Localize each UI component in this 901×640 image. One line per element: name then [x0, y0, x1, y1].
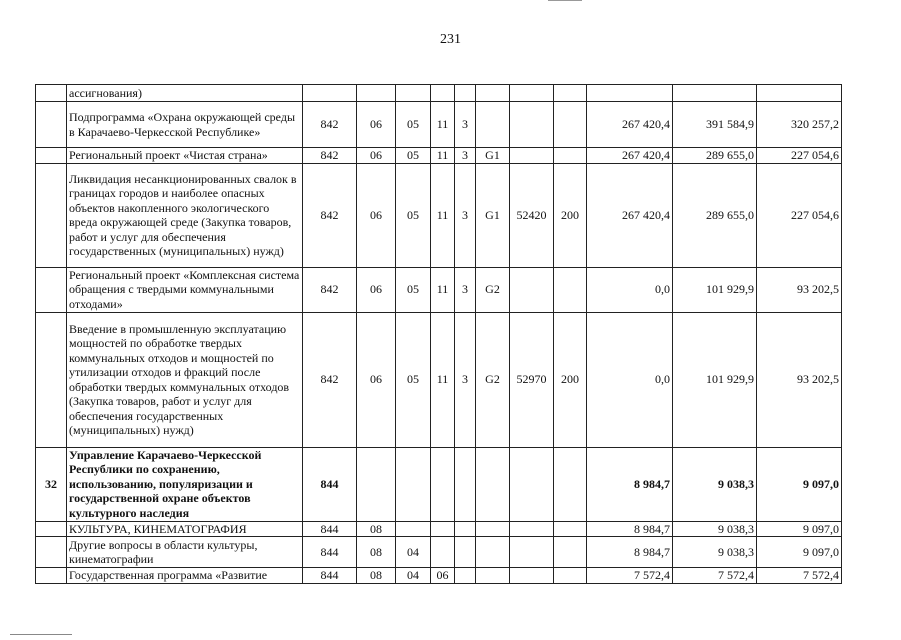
cell-rz: 08	[357, 537, 396, 568]
cell-c4: 52420	[510, 163, 554, 267]
cell-c4	[510, 102, 554, 148]
cell-c2	[455, 521, 476, 537]
cell-v3: 9 097,0	[757, 521, 842, 537]
cell-gr: 844	[303, 521, 357, 537]
cell-no	[36, 312, 67, 447]
cell-c1: 11	[431, 148, 455, 164]
cell-no: 32	[36, 447, 67, 521]
cell-c4	[510, 568, 554, 584]
cell-v3: 93 202,5	[757, 312, 842, 447]
cell-c3: G2	[476, 267, 510, 312]
scan-artifact-line-bottom	[10, 634, 72, 635]
cell-gr	[303, 85, 357, 102]
cell-no	[36, 148, 67, 164]
cell-c4	[510, 85, 554, 102]
cell-pr	[396, 85, 431, 102]
cell-c4	[510, 537, 554, 568]
cell-v2: 101 929,9	[673, 267, 757, 312]
cell-no	[36, 85, 67, 102]
cell-pr	[396, 521, 431, 537]
cell-name: ассигнования)	[67, 85, 303, 102]
cell-v3: 227 054,6	[757, 163, 842, 267]
cell-v1: 7 572,4	[587, 568, 673, 584]
cell-name: Региональный проект «Комплексная система обращения с твердыми коммунальными отходами»	[67, 267, 303, 312]
cell-c3	[476, 537, 510, 568]
cell-c1: 11	[431, 312, 455, 447]
cell-v3: 9 097,0	[757, 447, 842, 521]
cell-c2	[455, 568, 476, 584]
cell-c3: G1	[476, 148, 510, 164]
cell-v2: 101 929,9	[673, 312, 757, 447]
cell-c3	[476, 568, 510, 584]
cell-v1: 267 420,4	[587, 148, 673, 164]
cell-v2: 289 655,0	[673, 148, 757, 164]
cell-v3: 9 097,0	[757, 537, 842, 568]
cell-c4	[510, 521, 554, 537]
table-row	[36, 102, 842, 148]
table-row	[36, 85, 842, 102]
cell-v3: 320 257,2	[757, 102, 842, 148]
cell-vr	[554, 537, 587, 568]
cell-v1: 0,0	[587, 267, 673, 312]
cell-c1: 11	[431, 267, 455, 312]
cell-v1: 267 420,4	[587, 102, 673, 148]
cell-c2	[455, 537, 476, 568]
cell-gr: 842	[303, 267, 357, 312]
cell-gr: 844	[303, 568, 357, 584]
cell-c2: 3	[455, 163, 476, 267]
cell-pr: 05	[396, 102, 431, 148]
cell-pr: 05	[396, 163, 431, 267]
cell-pr: 04	[396, 568, 431, 584]
cell-vr	[554, 267, 587, 312]
cell-v3: 227 054,6	[757, 148, 842, 164]
cell-gr: 842	[303, 148, 357, 164]
scan-artifact-line	[548, 0, 582, 1]
cell-no	[36, 163, 67, 267]
cell-v2: 391 584,9	[673, 102, 757, 148]
cell-pr: 05	[396, 148, 431, 164]
cell-vr	[554, 85, 587, 102]
cell-gr: 842	[303, 163, 357, 267]
cell-c2: 3	[455, 148, 476, 164]
cell-c1: 06	[431, 568, 455, 584]
cell-gr: 844	[303, 447, 357, 521]
cell-c3	[476, 102, 510, 148]
cell-name: Государственная программа «Развитие	[67, 568, 303, 584]
cell-rz	[357, 447, 396, 521]
table-row	[36, 312, 842, 447]
cell-v3: 7 572,4	[757, 568, 842, 584]
cell-c4: 52970	[510, 312, 554, 447]
cell-rz: 08	[357, 521, 396, 537]
table-row	[36, 267, 842, 312]
cell-c4	[510, 148, 554, 164]
cell-c3	[476, 447, 510, 521]
cell-vr	[554, 447, 587, 521]
cell-vr	[554, 521, 587, 537]
cell-no	[36, 102, 67, 148]
cell-pr: 05	[396, 267, 431, 312]
cell-pr: 04	[396, 537, 431, 568]
cell-no	[36, 537, 67, 568]
cell-name: Управление Карачаево-Черкесской Республики по сохранению, использованию, популяризации и государственной охране объектов культурного наследия	[67, 447, 303, 521]
cell-pr: 05	[396, 312, 431, 447]
cell-v2: 7 572,4	[673, 568, 757, 584]
cell-c2	[455, 85, 476, 102]
cell-c1	[431, 537, 455, 568]
cell-name: Региональный проект «Чистая страна»	[67, 148, 303, 164]
cell-rz: 08	[357, 568, 396, 584]
cell-name: Введение в промышленную эксплуатацию мощностей по обработке твердых коммунальных отходов и мощностей по утилизации отходов и фракций после обработки твердых коммунальных отходов (Закупка товаров, работ и услуг для обеспечения государственных (муниципальных) нужд)	[67, 312, 303, 447]
cell-v2: 289 655,0	[673, 163, 757, 267]
cell-pr	[396, 447, 431, 521]
cell-rz: 06	[357, 267, 396, 312]
cell-c3	[476, 521, 510, 537]
cell-v1: 8 984,7	[587, 447, 673, 521]
cell-gr: 842	[303, 102, 357, 148]
cell-c1: 11	[431, 102, 455, 148]
cell-vr: 200	[554, 163, 587, 267]
table-row	[36, 148, 842, 164]
cell-gr: 842	[303, 312, 357, 447]
cell-c1	[431, 85, 455, 102]
cell-no	[36, 521, 67, 537]
cell-c2: 3	[455, 312, 476, 447]
cell-c1	[431, 521, 455, 537]
cell-vr	[554, 102, 587, 148]
table-row	[36, 521, 842, 537]
cell-v1: 8 984,7	[587, 537, 673, 568]
cell-no	[36, 267, 67, 312]
cell-c1: 11	[431, 163, 455, 267]
cell-v2: 9 038,3	[673, 521, 757, 537]
cell-rz: 06	[357, 102, 396, 148]
cell-v3: 93 202,5	[757, 267, 842, 312]
table-row	[36, 568, 842, 584]
cell-c1	[431, 447, 455, 521]
cell-c3: G1	[476, 163, 510, 267]
cell-c4	[510, 447, 554, 521]
cell-rz	[357, 85, 396, 102]
cell-c2	[455, 447, 476, 521]
cell-v1	[587, 85, 673, 102]
cell-c4	[510, 267, 554, 312]
cell-c3	[476, 85, 510, 102]
cell-rz: 06	[357, 312, 396, 447]
cell-v1: 267 420,4	[587, 163, 673, 267]
cell-v1: 8 984,7	[587, 521, 673, 537]
cell-name: КУЛЬТУРА, КИНЕМАТОГРАФИЯ	[67, 521, 303, 537]
cell-v1: 0,0	[587, 312, 673, 447]
table-row	[36, 447, 842, 521]
cell-c2: 3	[455, 102, 476, 148]
cell-no	[36, 568, 67, 584]
cell-c3: G2	[476, 312, 510, 447]
cell-gr: 844	[303, 537, 357, 568]
page-number: 231	[440, 32, 461, 47]
budget-table	[35, 84, 842, 584]
table-row	[36, 163, 842, 267]
cell-rz: 06	[357, 163, 396, 267]
cell-name: Ликвидация несанкционированных свалок в границах городов и наиболее опасных объектов накопленного экологического вреда окружающей среде (Закупка товаров, работ и услуг для обеспечения государственных (муниципальных) нужд)	[67, 163, 303, 267]
cell-name: Другие вопросы в области культуры, кинематографии	[67, 537, 303, 568]
table-row	[36, 537, 842, 568]
cell-v2	[673, 85, 757, 102]
cell-vr	[554, 148, 587, 164]
cell-name: Подпрограмма «Охрана окружающей среды в Карачаево-Черкесской Республике»	[67, 102, 303, 148]
cell-vr: 200	[554, 312, 587, 447]
cell-v2: 9 038,3	[673, 537, 757, 568]
cell-rz: 06	[357, 148, 396, 164]
cell-c2: 3	[455, 267, 476, 312]
cell-vr	[554, 568, 587, 584]
cell-v3	[757, 85, 842, 102]
cell-v2: 9 038,3	[673, 447, 757, 521]
